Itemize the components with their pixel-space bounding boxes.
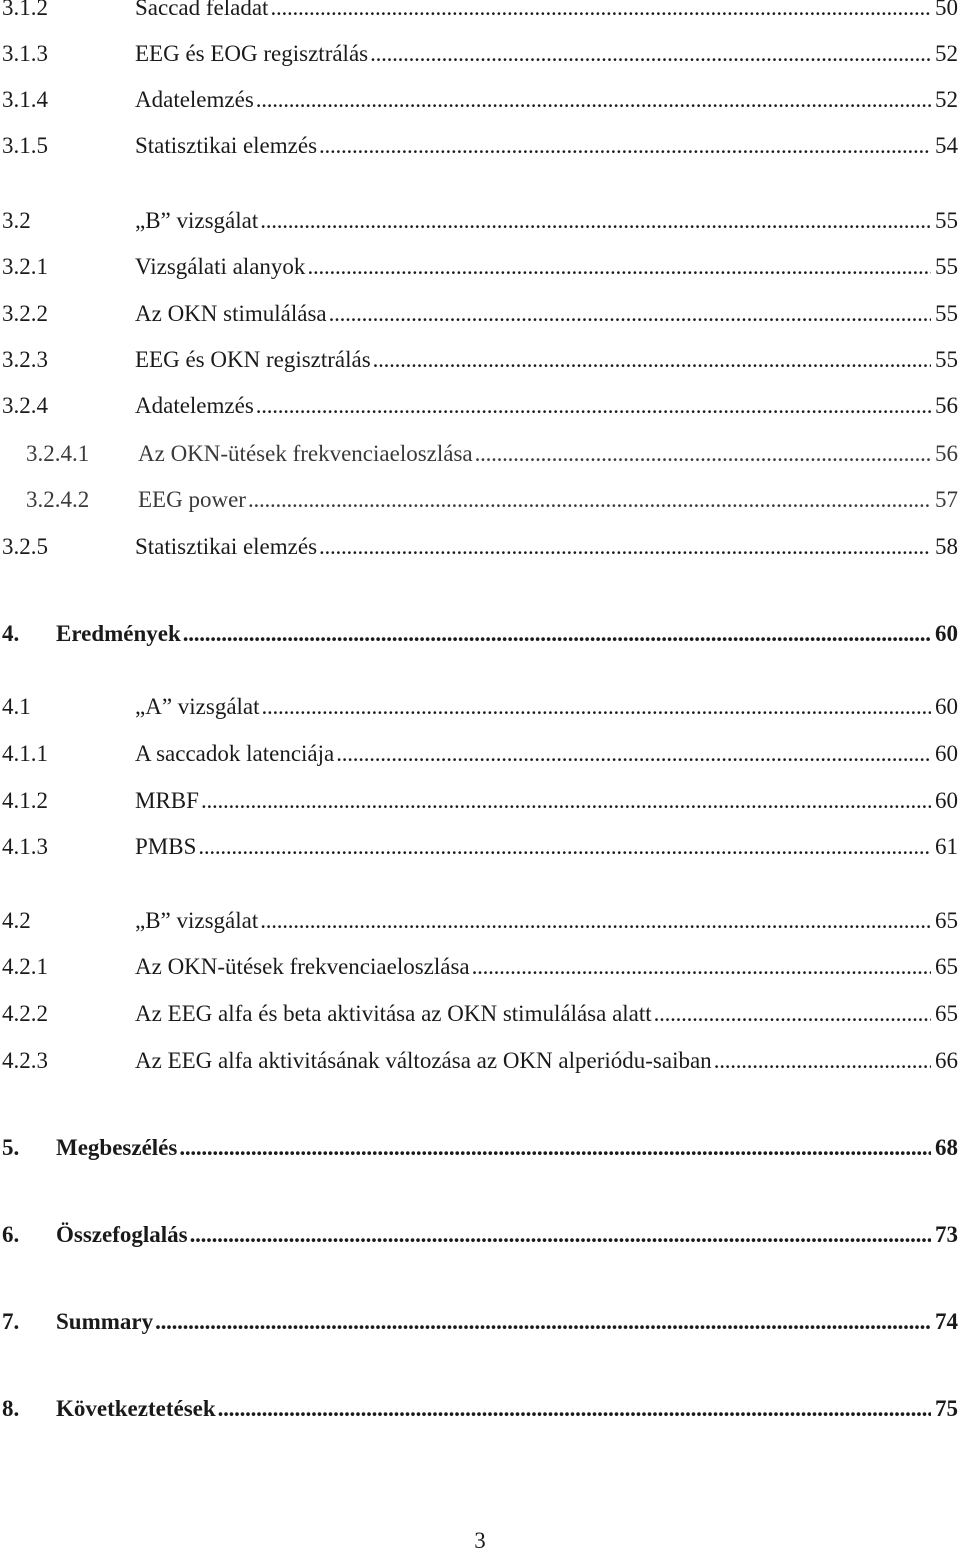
toc-entry-number: 4. bbox=[2, 621, 20, 646]
toc-entry-number: 3.2.3 bbox=[2, 347, 48, 372]
toc-entry-page: 55 bbox=[935, 301, 958, 326]
toc-leader-dots bbox=[472, 949, 931, 985]
toc-entry[interactable] bbox=[0, 128, 958, 164]
toc-entry-title: Megbeszélés bbox=[56, 1135, 178, 1160]
toc-entry[interactable] bbox=[0, 903, 958, 939]
toc-entry-title: EEG és EOG regisztrálás bbox=[135, 41, 369, 66]
toc-entry[interactable] bbox=[0, 296, 958, 332]
toc-entry-number: 4.2.3 bbox=[2, 1048, 48, 1073]
toc-leader-dots bbox=[319, 529, 931, 565]
toc-entry-page: 58 bbox=[935, 534, 958, 559]
toc-entry-page: 52 bbox=[935, 41, 958, 66]
toc-entry-title: MRBF bbox=[135, 788, 199, 813]
toc-entry-title: Adatelemzés bbox=[135, 87, 254, 112]
toc-entry[interactable] bbox=[0, 82, 958, 118]
toc-entry-number: 4.2.2 bbox=[2, 1001, 48, 1026]
toc-entry-title: Adatelemzés bbox=[135, 393, 254, 418]
toc-leader-dots bbox=[654, 996, 931, 1032]
toc-entry-number: 3.2.4.1 bbox=[26, 441, 90, 466]
toc-leader-dots bbox=[475, 436, 931, 472]
toc-entry-page: 56 bbox=[935, 441, 958, 466]
toc-entry-title: Az OKN-ütések frekvenciaeloszlása bbox=[135, 954, 470, 979]
toc-leader-dots bbox=[307, 249, 931, 285]
toc-entry-number: 3.1.3 bbox=[2, 41, 48, 66]
toc-entry-page: 61 bbox=[935, 834, 958, 859]
toc-entry-number: 3.2.4 bbox=[2, 393, 48, 418]
toc-entry[interactable] bbox=[0, 342, 958, 378]
toc-entry-page: 60 bbox=[935, 694, 958, 719]
toc-entry-page: 56 bbox=[935, 393, 958, 418]
toc-entry-page: 65 bbox=[935, 954, 958, 979]
toc-entry-title: EEG és OKN regisztrálás bbox=[135, 347, 371, 372]
toc-entry-title: Az EEG alfa és beta aktivitása az OKN stimulálása alatt bbox=[135, 1001, 652, 1026]
toc-entry-number: 3.1.5 bbox=[2, 133, 48, 158]
toc-leader-dots bbox=[198, 829, 931, 865]
toc-entry-page: 75 bbox=[935, 1396, 958, 1421]
toc-entry-title: Az OKN-ütések frekvenciaeloszlása bbox=[138, 441, 473, 466]
toc-entry-title: Következtetések bbox=[56, 1396, 216, 1421]
toc-entry-title: Az OKN stimulálása bbox=[135, 301, 327, 326]
toc-entry[interactable] bbox=[0, 829, 958, 865]
toc-entry[interactable] bbox=[0, 388, 958, 424]
toc-entry[interactable] bbox=[0, 616, 958, 652]
toc-entry[interactable] bbox=[0, 1391, 958, 1427]
toc-entry-number: 5. bbox=[2, 1135, 20, 1160]
toc-entry-page: 60 bbox=[935, 788, 958, 813]
toc-entry-title: Summary bbox=[56, 1309, 154, 1334]
toc-leader-dots bbox=[201, 783, 931, 819]
toc-entry-title: „B” vizsgálat bbox=[135, 208, 259, 233]
toc-entry-title: Összefoglalás bbox=[56, 1222, 188, 1247]
toc-leader-dots bbox=[155, 1304, 931, 1340]
toc-entry-title: „B” vizsgálat bbox=[135, 908, 259, 933]
toc-leader-dots bbox=[370, 36, 931, 72]
toc-entry-number: 6. bbox=[2, 1222, 20, 1247]
toc-entry-title: PMBS bbox=[135, 834, 197, 859]
toc-leader-dots bbox=[260, 203, 931, 239]
toc-entry-title: EEG power bbox=[138, 487, 246, 512]
toc-entry-page: 66 bbox=[935, 1048, 958, 1073]
toc-leader-dots bbox=[714, 1043, 931, 1079]
toc-entry[interactable] bbox=[0, 949, 958, 985]
toc-entry-page: 73 bbox=[935, 1222, 958, 1247]
toc-leader-dots bbox=[329, 296, 931, 332]
toc-leader-dots bbox=[256, 388, 931, 424]
toc-leader-dots bbox=[248, 482, 931, 518]
toc-leader-dots bbox=[373, 342, 931, 378]
toc-entry[interactable] bbox=[0, 1217, 958, 1253]
toc-entry[interactable] bbox=[0, 436, 958, 472]
toc-entry-number: 7. bbox=[2, 1309, 20, 1334]
toc-entry-title: Vizsgálati alanyok bbox=[135, 254, 306, 279]
toc-entry-number: 3.1.2 bbox=[2, 0, 48, 20]
toc-leader-dots bbox=[183, 616, 931, 652]
toc-entry[interactable] bbox=[0, 996, 958, 1032]
toc-leader-dots bbox=[179, 1130, 931, 1166]
toc-entry-page: 68 bbox=[935, 1135, 958, 1160]
toc-entry-page: 65 bbox=[935, 1001, 958, 1026]
toc-entry-title: „A” vizsgálat bbox=[135, 694, 260, 719]
toc-leader-dots bbox=[218, 1391, 931, 1427]
toc-entry-number: 4.2.1 bbox=[2, 954, 48, 979]
toc-entry-number: 4.1.1 bbox=[2, 741, 48, 766]
toc-entry-number: 4.2 bbox=[2, 908, 31, 933]
toc-leader-dots bbox=[319, 128, 931, 164]
toc-entry-page: 55 bbox=[935, 254, 958, 279]
toc-leader-dots bbox=[336, 736, 931, 772]
toc-entry-number: 3.2.5 bbox=[2, 534, 48, 559]
page-number: 3 bbox=[474, 1528, 486, 1553]
toc-entry-title: A saccadok latenciája bbox=[135, 741, 335, 766]
toc-entry-number: 3.2.1 bbox=[2, 254, 48, 279]
toc-entry-title: Saccad feladat bbox=[135, 0, 269, 20]
toc-entry[interactable] bbox=[0, 689, 958, 725]
toc-leader-dots bbox=[256, 82, 931, 118]
toc-entry-number: 4.1 bbox=[2, 694, 31, 719]
toc-leader-dots bbox=[270, 0, 931, 26]
toc-entry-number: 3.1.4 bbox=[2, 87, 48, 112]
toc-entry-number: 8. bbox=[2, 1396, 20, 1421]
toc-entry-page: 50 bbox=[935, 0, 958, 20]
toc-entry-page: 60 bbox=[935, 621, 958, 646]
toc-entry-title: Statisztikai elemzés bbox=[135, 534, 318, 559]
toc-entry-number: 3.2.4.2 bbox=[26, 487, 90, 512]
toc-entry[interactable] bbox=[0, 0, 958, 26]
toc-entry[interactable] bbox=[0, 1043, 958, 1079]
toc-entry-page: 55 bbox=[935, 208, 958, 233]
toc-entry-page: 55 bbox=[935, 347, 958, 372]
toc-entry[interactable] bbox=[0, 736, 958, 772]
toc-entry-page: 52 bbox=[935, 87, 958, 112]
toc-entry-number: 4.1.2 bbox=[2, 788, 48, 813]
toc-entry-number: 3.2 bbox=[2, 208, 31, 233]
toc-leader-dots bbox=[260, 903, 931, 939]
toc-leader-dots bbox=[190, 1217, 931, 1253]
toc-entry[interactable] bbox=[0, 1304, 958, 1340]
toc-entry-number: 4.1.3 bbox=[2, 834, 48, 859]
toc-leader-dots bbox=[262, 689, 931, 725]
toc-entry-title: Eredmények bbox=[56, 621, 181, 646]
toc-entry[interactable] bbox=[0, 249, 958, 285]
toc-entry[interactable] bbox=[0, 203, 958, 239]
toc-entry-page: 65 bbox=[935, 908, 958, 933]
toc-entry-title: Az EEG alfa aktivitásának változása az OKN alperiódu-saiban bbox=[135, 1048, 712, 1073]
toc-entry-page: 60 bbox=[935, 741, 958, 766]
toc-entry[interactable] bbox=[0, 783, 958, 819]
toc-entry[interactable] bbox=[0, 1130, 958, 1166]
toc-entry[interactable] bbox=[0, 482, 958, 518]
toc-entry-title: Statisztikai elemzés bbox=[135, 133, 318, 158]
toc-entry[interactable] bbox=[0, 529, 958, 565]
toc-entry-page: 57 bbox=[935, 487, 958, 512]
toc-entry-page: 54 bbox=[935, 133, 958, 158]
toc-entry[interactable] bbox=[0, 36, 958, 72]
toc-entry-number: 3.2.2 bbox=[2, 301, 48, 326]
toc-entry-page: 74 bbox=[935, 1309, 958, 1334]
